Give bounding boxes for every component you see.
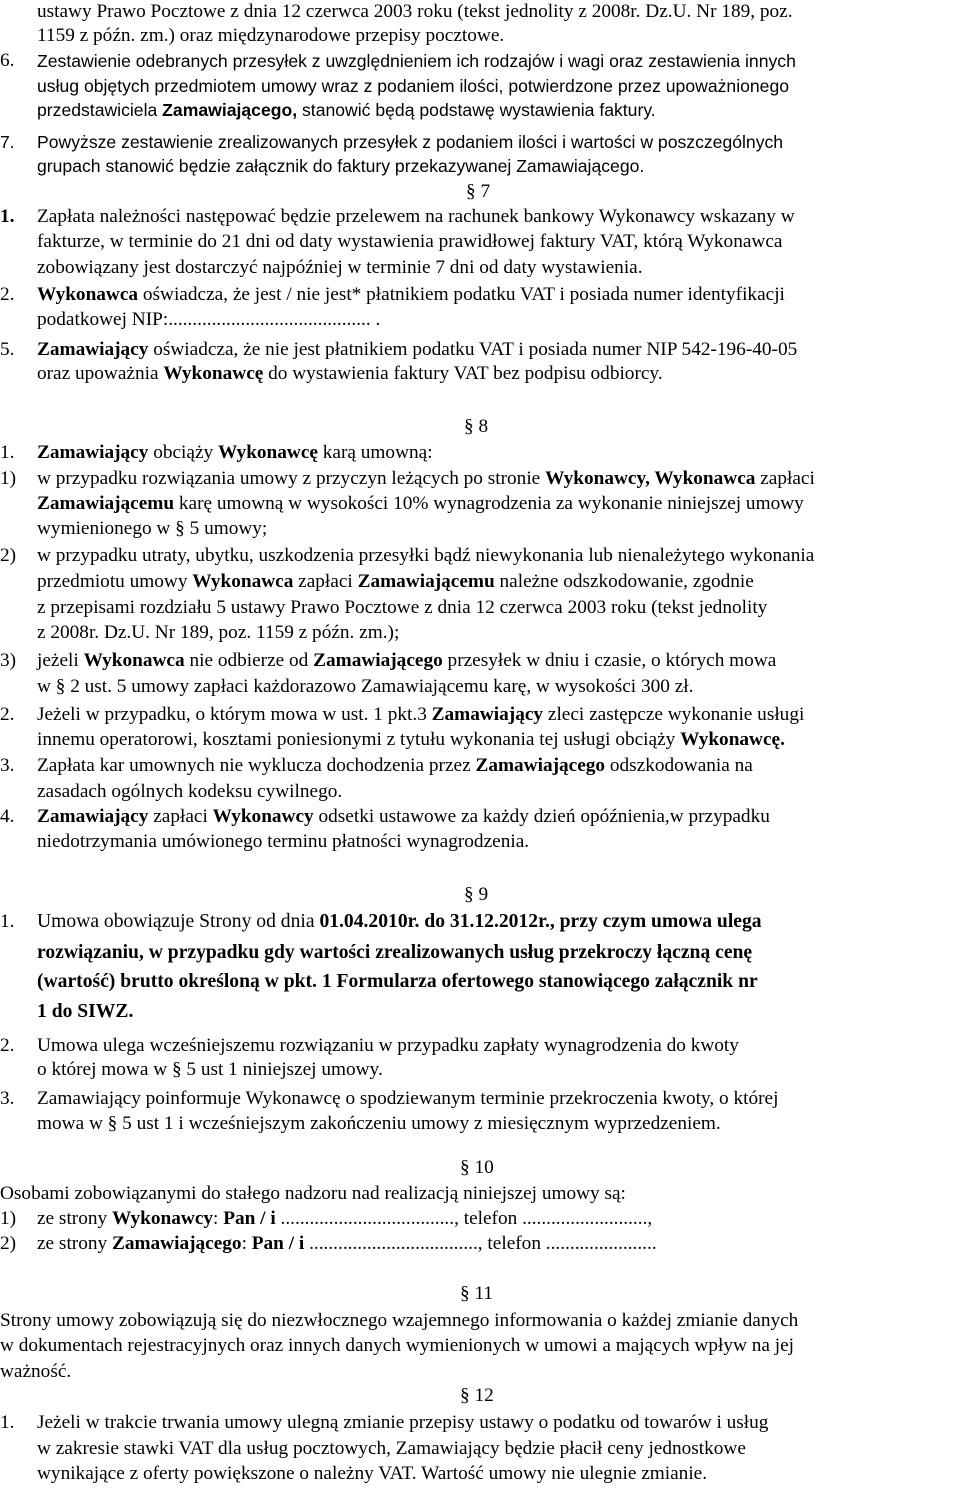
party-name: Wykonawca [37, 284, 139, 305]
text-line: przedstawiciela Zamawiającego, stanowić będą podstawę wystawienia faktury. [37, 100, 656, 120]
text-line: Zestawienie odebranych przesyłek z uwzględnieniem ich rodzajów i wagi oraz zestawienia innych [37, 51, 796, 71]
text-line: przedmiotu umowy Wykonawca zapłaci Zamawiającemu należne odszkodowanie, zgodnie [37, 571, 754, 592]
text-line: wymienionego w § 5 umowy; [37, 518, 268, 539]
text-line: podatkowej NIP:.......................................... . [37, 309, 381, 330]
point-number: 2. [0, 284, 15, 305]
text-line: 1159 z późn. zm.) oraz międzynarodowe przepisy pocztowe. [37, 25, 505, 46]
point-number: 3. [0, 755, 15, 776]
text-line: w § 2 ust. 5 umowy zapłaci każdorazowo Zamawiającemu karę, w wysokości 300 zł. [37, 676, 694, 697]
text-line: ze strony Wykonawcy: Pan / i ...................................., telefon .........................., [37, 1208, 653, 1229]
text-line: niedotrzymania umówionego terminu płatności wynagrodzenia. [37, 831, 530, 852]
text-line: Powyższe zestawienie zrealizowanych przesyłek z podaniem ilości i wartości w poszczególnych [37, 132, 784, 152]
point-number: 6. [0, 50, 15, 71]
text-line: w dokumentach rejestracyjnych oraz innych danych wymienionych w umowi a mających wpływ na jej [0, 1335, 795, 1356]
text-line: zobowiązany jest dostarczyć najpóźniej w terminie 7 dni od daty wystawienia. [37, 257, 643, 278]
section-heading: § 12 [460, 1385, 494, 1406]
point-number: 5. [0, 339, 15, 360]
text-line: Zamawiający zapłaci Wykonawcy odsetki ustawowe za każdy dzień opóźnienia,w przypadku [37, 806, 770, 827]
text-line: 1 do SIWZ. [37, 1001, 134, 1022]
text-line: o której mowa w § 5 ust 1 niniejszej umowy. [37, 1059, 383, 1080]
text-line: jeżeli Wykonawca nie odbierze od Zamawiającego przesyłek w dniu i czasie, o których mowa [37, 650, 777, 671]
text-line: Wykonawca oświadcza, że jest / nie jest* płatnikiem podatku VAT i posiada numer identyfikacji [37, 284, 785, 305]
text-line: (wartość) brutto określoną w pkt. 1 Formularza ofertowego stanowiącego załącznik nr [37, 971, 758, 992]
text-line: Jeżeli w trakcie trwania umowy ulegną zmianie przepisy ustawy o podatku od towarów i usług [37, 1412, 769, 1433]
text-line: Umowa ulega wcześniejszemu rozwiązaniu w przypadku zapłaty wynagrodzenia do kwoty [37, 1035, 739, 1056]
text-line: Zamawiający poinformuje Wykonawcę o spodziewanym terminie przekroczenia kwoty, o której [37, 1088, 779, 1109]
point-number: 1. [0, 1412, 15, 1433]
text-line: Zamawiający oświadcza, że nie jest płatnikiem podatku VAT i posiada numer NIP 542-196-40-05 [37, 339, 798, 360]
section-heading: § 10 [460, 1157, 494, 1178]
item-number: 1) [0, 468, 17, 489]
point-number: 1. [0, 206, 15, 227]
text-line: Osobami zobowiązanymi do stałego nadzoru nad realizacją niniejszej umowy są: [0, 1183, 626, 1204]
text-line: wynikające z oferty powiększone o należny VAT. Wartość umowy nie ulegnie zmianie. [37, 1463, 708, 1484]
text-line: z przepisami rozdziału 5 ustawy Prawo Pocztowe z dnia 12 czerwca 2003 roku (tekst jednolity [37, 597, 768, 618]
party-name: Zamawiający [37, 339, 149, 360]
text-line: usług objętych przedmiotem umowy wraz z podaniem ilości, potwierdzone przez upoważnionego [37, 76, 790, 96]
point-number: 2. [0, 704, 15, 725]
text-line: Zamawiającemu karę umowną w wysokości 10% wynagrodzenia za wykonanie niniejszej umowy [37, 493, 804, 514]
party-name: Wykonawcę [163, 363, 264, 384]
text-line: ustawy Prawo Pocztowe z dnia 12 czerwca 2003 roku (tekst jednolity z 2008r. Dz.U. Nr 189, poz. [37, 1, 793, 22]
text-line: Zapłata kar umownych nie wyklucza dochodzenia przez Zamawiającego odszkodowania na [37, 755, 753, 776]
text-line: z 2008r. Dz.U. Nr 189, poz. 1159 z późn. zm.); [37, 622, 400, 643]
point-number: 1. [0, 442, 15, 463]
text-line: Zapłata należności następować będzie przelewem na rachunek bankowy Wykonawcy wskazany w [37, 206, 795, 227]
text-line: Jeżeli w przypadku, o którym mowa w ust. 1 pkt.3 Zamawiający zleci zastępcze wykonanie usługi [37, 704, 805, 725]
point-number: 3. [0, 1088, 15, 1109]
point-number: 2. [0, 1035, 15, 1056]
text-line: Zamawiający obciąży Wykonawcę karą umowną: [37, 442, 433, 463]
text-line: ważność. [0, 1361, 72, 1382]
party-name: Zamawiającego, [162, 100, 298, 120]
text-line: innemu operatorowi, kosztami poniesionymi z tytułu wykonania tej usługi obciąży Wykonawcę. [37, 729, 785, 750]
item-number: 3) [0, 650, 17, 671]
item-number: 1) [0, 1208, 17, 1229]
text-line: w zakresie stawki VAT dla usług pocztowych, Zamawiający będzie płacił ceny jednostkowe [37, 1438, 746, 1459]
text-line: Umowa obowiązuje Strony od dnia 01.04.2010r. do 31.12.2012r., przy czym umowa ulega [37, 911, 762, 932]
text-line: mowa w § 5 ust 1 i wcześniejszym zakończeniu umowy z miesięcznym wyprzedzeniem. [37, 1113, 721, 1134]
point-number: 4. [0, 806, 15, 827]
text-line: grupach stanowić będzie załącznik do faktury przekazywanej Zamawiającego. [37, 156, 645, 176]
text-line: ze strony Zamawiającego: Pan / i ..................................., telefon ....................... [37, 1233, 657, 1254]
point-number: 7. [0, 132, 15, 152]
section-heading: § 7 [466, 181, 491, 202]
text-line: fakturze, w terminie do 21 dni od daty wystawienia prawidłowej faktury VAT, którą Wykonawca [37, 231, 783, 252]
section-heading: § 11 [460, 1283, 494, 1304]
text-line: zasadach ogólnych kodeksu cywilnego. [37, 781, 343, 802]
text-line: rozwiązaniu, w przypadku gdy wartości zrealizowanych usług przekroczy łączną cenę [37, 942, 753, 963]
section-heading: § 9 [464, 884, 489, 905]
point-number: 1. [0, 911, 15, 932]
item-number: 2) [0, 545, 17, 566]
text-line: w przypadku rozwiązania umowy z przyczyn leżących po stronie Wykonawcy, Wykonawca zapłaci [37, 468, 815, 489]
text-line: oraz upoważnia Wykonawcę do wystawienia faktury VAT bez podpisu odbiorcy. [37, 363, 663, 384]
text-line: w przypadku utraty, ubytku, uszkodzenia przesyłki bądź niewykonania lub nienależytego wykonania [37, 545, 815, 566]
item-number: 2) [0, 1233, 17, 1254]
section-heading: § 8 [464, 416, 489, 437]
text-line: Strony umowy zobowiązują się do niezwłocznego wzajemnego informowania o każdej zmianie danych [0, 1310, 799, 1331]
